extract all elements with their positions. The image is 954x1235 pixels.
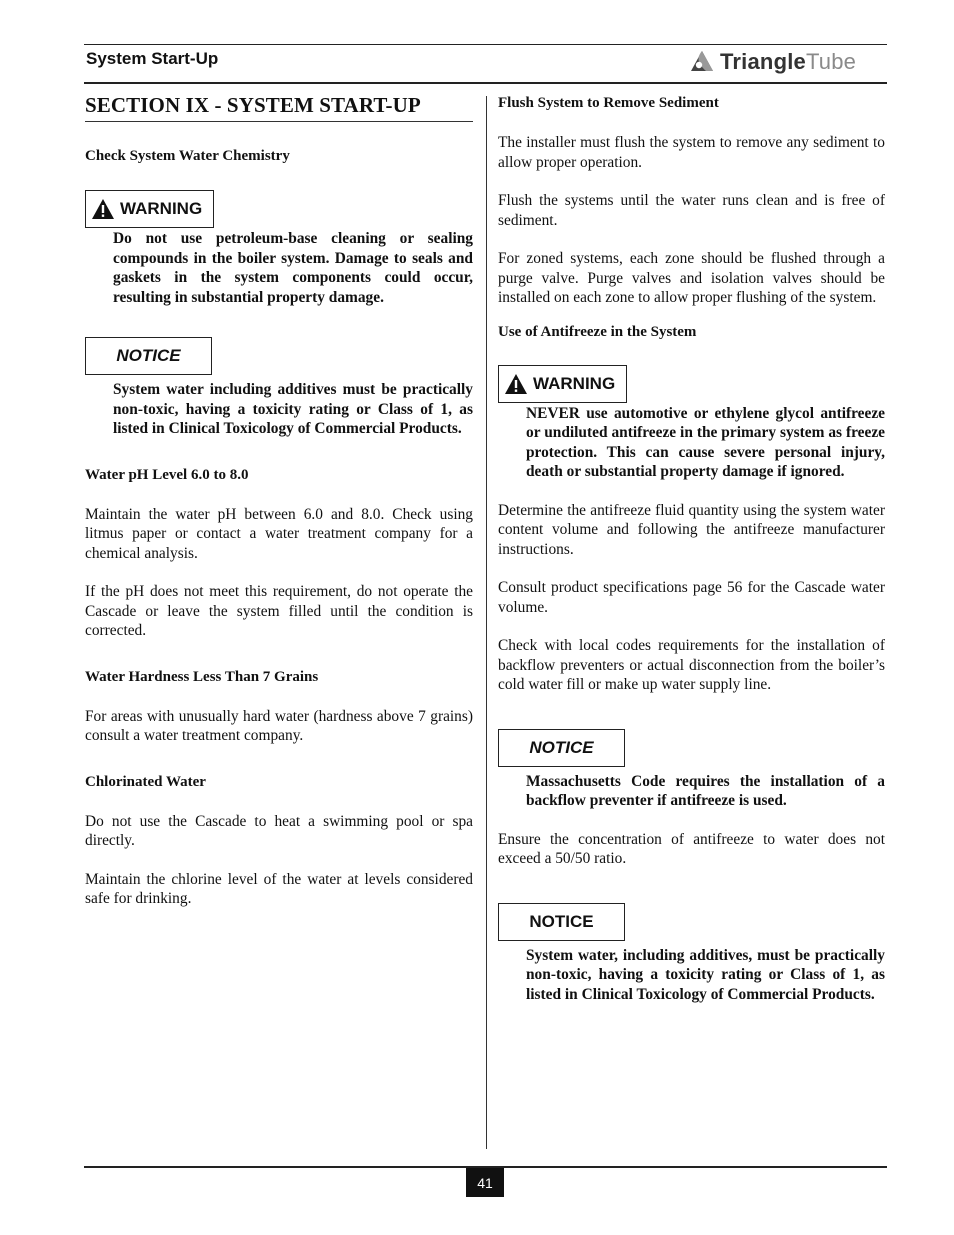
chlorine-paragraph-1: Do not use the Cascade to heat a swimming pool or spa directly. [85,812,473,849]
notice-box-3 [498,903,625,941]
warning-box-1 [85,190,214,228]
heading-ph-level: Water pH Level 6.0 to 8.0 [85,466,249,483]
ph-paragraph-1: Maintain the water pH between 6.0 and 8.0. Check using litmus paper or contact a water treatment company for a chemical analysis. [85,505,473,562]
hardness-paragraph: For areas with unusually hard water (hardness above 7 grains) consult a water treatment company. [85,707,473,744]
right-column [498,94,885,1004]
antifreeze-paragraph-2: Consult product specifications page 56 for the Cascade water volume. [498,579,885,616]
header-top-rule [84,44,887,45]
warning-triangle-icon [91,198,115,220]
flush-paragraph-3: For zoned systems, each zone should be flushed through a purge valve. Purge valves and isolation valves should be installed on each zone to allow proper flushing of the system. [498,250,885,306]
notice-text-2: Massachusetts Code requires the installation of a backflow preventer if antifreeze is used. [526,772,885,809]
brand-logo [690,47,886,77]
heading-flush-system: Flush System to Remove Sediment [498,95,719,111]
heading-chlorinated-water: Chlorinated Water [85,773,206,790]
triangle-tube-logo-icon [690,50,714,74]
warning-label: WARNING [120,199,203,218]
chlorine-paragraph-2: Maintain the chlorine level of the water at levels considered safe for drinking. [85,870,473,907]
page-number: 41 [466,1168,504,1197]
notice-label: NOTICE [116,346,181,365]
running-header-title: System Start-Up [86,49,219,68]
logo-word-triangle: Triangle [720,49,806,74]
warning-label: WARNING [533,373,616,393]
warning-text-1: Do not use petroleum-base cleaning or sealing compounds in the boiler system. Damage to seals and gaskets in the system components could occur, resulting in substantial property damage. [113,230,473,306]
notice-box-1 [85,337,212,375]
notice-label: NOTICE [529,911,594,931]
notice-label: NOTICE [529,737,594,757]
flush-paragraph-1: The installer must flush the system to remove any sediment to allow proper operation. [498,134,885,171]
flush-paragraph-2: Flush the systems until the water runs clean and is free of sediment. [498,192,885,229]
heading-check-chemistry: Check System Water Chemistry [85,148,290,164]
notice-text-1: System water including additives must be practically non-toxic, having a toxicity rating or Class of 1, as listed in Clinical Toxicology of Commercial Products. [113,381,473,437]
warning-text-2: NEVER use automotive or ethylene glycol antifreeze or undiluted antifreeze in the primary system as freeze protection. This can cause severe personal injury, death or substantial property damage if ignored. [526,404,885,480]
heading-antifreeze: Use of Antifreeze in the System [498,323,697,340]
notice-text-3: System water, including additives, must be practically non-toxic, having a toxicity rating or Class of 1, as listed in Clinical Toxicology of Commercial Products. [526,946,885,1003]
heading-water-hardness: Water Hardness Less Than 7 Grains [85,668,319,685]
antifreeze-paragraph-4: Ensure the concentration of antifreeze to water does not exceed a 50/50 ratio. [498,830,885,867]
logo-wordmark [720,49,856,75]
antifreeze-paragraph-3: Check with local codes requirements for the installation of backflow preventers or actual disconnection from the boiler’s cold water fill or make up water supply line. [498,637,885,693]
section-title: SECTION IX - SYSTEM START-UP [85,93,473,122]
column-divider [486,96,487,1149]
ph-paragraph-2: If the pH does not meet this requirement, do not operate the Cascade or leave the system filled until the condition is corrected. [85,583,473,639]
notice-box-2 [498,729,625,767]
header-bottom-rule [84,82,887,84]
antifreeze-paragraph-1: Determine the antifreeze fluid quantity using the system water content volume and following the antifreeze manufacturer instructions. [498,501,885,558]
left-column [85,93,473,909]
warning-box-2 [498,365,627,403]
warning-triangle-icon [504,373,528,395]
logo-word-tube: Tube [805,49,857,74]
